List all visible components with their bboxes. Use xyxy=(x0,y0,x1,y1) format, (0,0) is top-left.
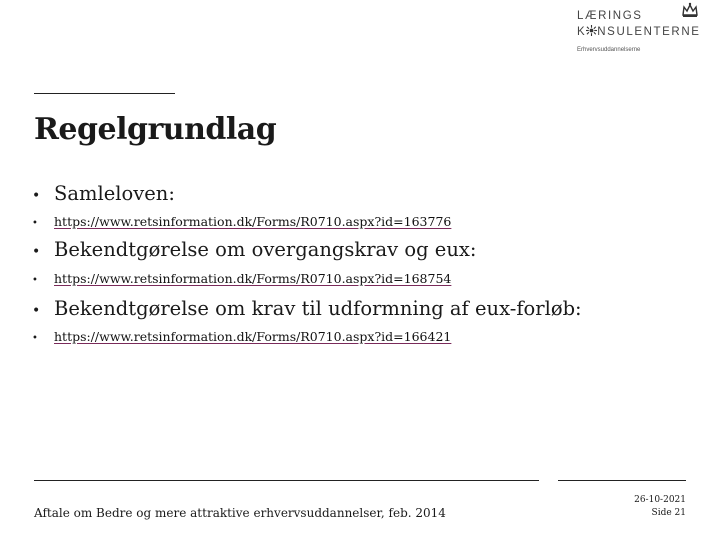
bullet-icon: • xyxy=(32,303,41,319)
logo-text-line1: LÆRINGS xyxy=(577,10,643,22)
logo-subtitle: Erhvervsuddannelserne xyxy=(577,47,641,53)
logo-text-line2: K NSULENTERNE xyxy=(577,26,701,38)
bullet-icon: • xyxy=(32,218,38,229)
footer-text: Aftale om Bedre og mere attraktive erhvervsuddannelser, feb. 2014 xyxy=(34,506,446,520)
bullet-text: Bekendtgørelse om krav til udformning af eux-forløb: xyxy=(54,297,582,320)
link-eux-forloeb[interactable]: https://www.retsinformation.dk/Forms/R0710.aspx?id=166421 xyxy=(54,329,452,344)
footer-rule-left xyxy=(34,480,539,481)
bullet-icon: • xyxy=(32,275,38,286)
list-item xyxy=(32,329,451,344)
list-item xyxy=(32,214,451,229)
footer-rule-right xyxy=(558,480,686,481)
bullet-icon: • xyxy=(32,333,38,344)
link-overgangskrav[interactable]: https://www.retsinformation.dk/Forms/R0710.aspx?id=168754 xyxy=(54,271,452,286)
link-samleloven[interactable]: https://www.retsinformation.dk/Forms/R0710.aspx?id=163776 xyxy=(54,214,452,229)
list-item xyxy=(32,271,451,286)
bullet-text: Samleloven: xyxy=(54,182,175,205)
footer-meta xyxy=(634,494,686,520)
list-item xyxy=(32,297,582,320)
bullet-text: Bekendtgørelse om overgangskrav og eux: xyxy=(54,238,477,261)
crown-icon xyxy=(681,2,699,18)
konsulenterne-logo xyxy=(577,10,717,60)
page-title: Regelgrundlag xyxy=(34,112,277,147)
bullet-icon: • xyxy=(32,188,41,204)
footer-date: 26-10-2021 xyxy=(634,495,686,505)
title-rule xyxy=(34,93,175,94)
bullet-icon: • xyxy=(32,244,41,260)
list-item xyxy=(32,182,175,205)
list-item xyxy=(32,238,476,261)
sun-icon xyxy=(586,25,597,36)
page-number: Side 21 xyxy=(651,508,686,518)
